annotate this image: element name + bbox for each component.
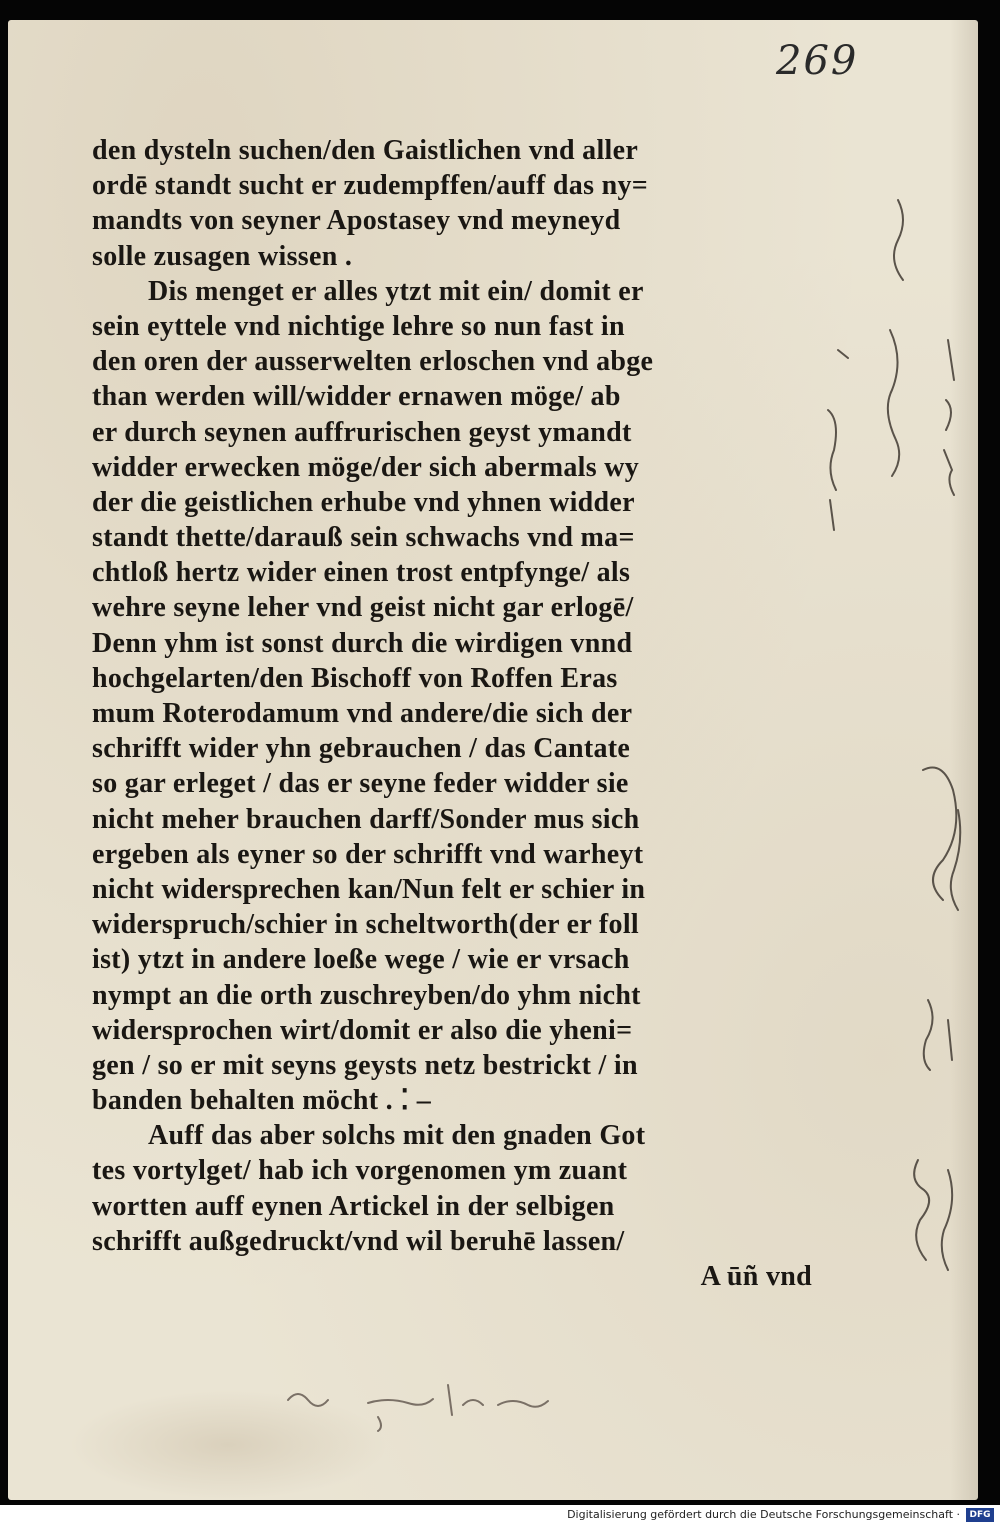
text-line: mandts von seyner Apostasey vnd meyneyd xyxy=(92,205,621,237)
text-line: banden behalten möcht . ⁚ ‒ xyxy=(92,1085,432,1117)
text-line: widder erwecken möge/der sich abermals wy xyxy=(92,451,640,483)
text-line: nicht widersprechen kan/Nun felt er schier in xyxy=(92,873,646,905)
footer-bar xyxy=(0,1505,1000,1527)
text-line: gen / so er mit seyns geysts netz bestrickt / in xyxy=(92,1049,638,1081)
text-line: than werden will/widder ernawen möge/ ab xyxy=(92,381,621,413)
text-line: so gar erleget / das er seyne feder widder sie xyxy=(92,768,629,800)
text-line: ordē standt sucht er zudempffen/auff das ny= xyxy=(92,170,649,202)
text-block xyxy=(92,133,822,1294)
text-line: tes vortylget/ hab ich vorgenomen ym zuant xyxy=(92,1155,628,1187)
text-line: mum Roterodamum vnd andere/die sich der xyxy=(92,698,633,729)
text-line: widersprochen wirt/domit er also die yheni= xyxy=(92,1014,633,1046)
text-line: Dis menget er alles ytzt mit ein/ domit er xyxy=(148,275,644,307)
text-line: ist) ytzt in andere loeße wege / wie er vrsach xyxy=(92,944,630,976)
marginalia-scribbles xyxy=(808,170,978,1320)
footer-credit: Digitalisierung gefördert durch die Deutsche Forschungsgemeinschaft · xyxy=(567,1508,960,1521)
text-line: der die geistlichen erhube vnd yhnen widder xyxy=(92,486,635,518)
book-page xyxy=(8,20,978,1500)
text-line: den oren der ausserwelten erloschen vnd abge xyxy=(92,346,654,378)
text-line: Denn yhm ist sonst durch die wirdigen vnnd xyxy=(92,627,633,659)
text-line: sein eyttele vnd nichtige lehre so nun fast in xyxy=(92,310,625,342)
text-line: er durch seynen auffrurischen geyst ymandt xyxy=(92,416,632,448)
text-line: solle zusagen wissen . xyxy=(92,240,353,272)
bottom-scribble xyxy=(278,1365,578,1435)
dfg-logo: DFG xyxy=(966,1508,994,1522)
text-line: wehre seyne leher vnd geist nicht gar erlogē/ xyxy=(92,592,634,624)
text-line: schrifft wider yhn gebrauchen / das Cantate xyxy=(92,733,631,765)
text-line: hochgelarten/den Bischoff von Roffen Eras xyxy=(92,662,618,694)
text-line: chtloß hertz wider einen trost entpfynge/ als xyxy=(92,557,631,589)
catchword: A ūñ vnd xyxy=(700,1261,812,1292)
text-line: nicht meher brauchen darff/Sonder mus sich xyxy=(92,803,640,835)
text-line: den dysteln suchen/den Gaistlichen vnd aller xyxy=(92,135,639,166)
text-line: Auff das aber solchs mit den gnaden Got xyxy=(148,1120,646,1152)
text-line: ergeben als eyner so der schrifft vnd warheyt xyxy=(92,838,644,870)
text-line: standt thette/darauß sein schwachs vnd ma= xyxy=(92,522,635,554)
text-line: nympt an die orth zuschreyben/do yhm nicht xyxy=(92,979,641,1011)
text-line: wortten auff eynen Artickel in der selbigen xyxy=(92,1190,615,1222)
folio-number: 269 xyxy=(776,38,859,84)
text-line: schrifft außgedruckt/vnd wil beruhē lassen/ xyxy=(92,1225,625,1257)
text-line: widerspruch/schier in scheltworth(der er foll xyxy=(92,909,640,941)
